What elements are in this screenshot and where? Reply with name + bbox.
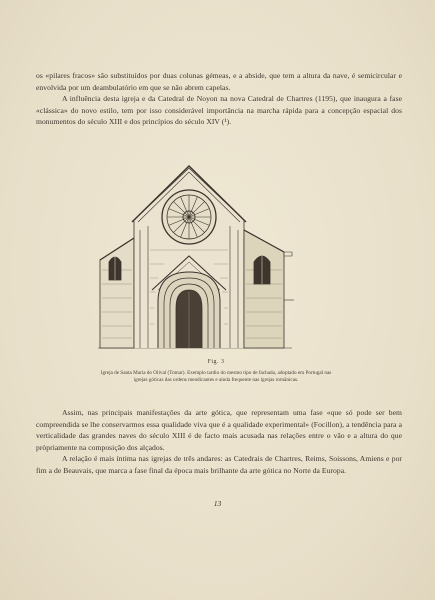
paragraph: A influência desta igreja e da Catedral de Noyon na nova Catedral de Chartres (1195), que inaugura a fase «clássica» do novo estilo, tem por isso considerável importância na marcha rápida para a concepção espacial dos monumentos do século XIII e dos princípios do século XIV (¹). bbox=[36, 94, 402, 127]
figure-caption bbox=[96, 359, 336, 384]
paragraph: A relação é mais íntima nas igrejas de três andares: as Catedrais de Chartres, Reims, Soissons, Amiens e por fim a de Beauvais, que marca a fase final da época mais brilhante da arte gótica no Norte da Europa. bbox=[36, 454, 402, 475]
church-facade-illustration bbox=[96, 160, 296, 356]
paragraph: os «pilares fracos» são substituídos por duas colunas gémeas, e a abside, que tem a altura da nave, é semicircular e envolvida por um deambulatório em que se não abrem capelas. bbox=[36, 71, 402, 92]
church-drawing bbox=[96, 160, 296, 356]
body-text-bottom bbox=[36, 407, 402, 477]
figure-label: Fig. 3 bbox=[207, 359, 225, 365]
body-text-top bbox=[36, 70, 402, 128]
figure-caption-text: Igreja de Santa Maria do Olival (Tomar). Exemplo tardio do mesmo tipo de fachada, adoptado em Portugal nas igrejas góticas das ordens mendicantes e ainda frequente nas igrejas românicas. bbox=[100, 370, 332, 383]
paragraph: Assim, nas principais manifestações da arte gótica, que representam uma fase «que só pode ser bem compreendida se lhe conservarmos essa qualidade viva que é a qualidade experimental» (Focillon), a tendência para a verticalidade das grandes naves do século XIII é de facto mais acusada nas relações entre o vão e a altura do que pròpriamente na composição dos alçados. bbox=[36, 408, 402, 452]
page-number: 13 bbox=[213, 499, 222, 508]
